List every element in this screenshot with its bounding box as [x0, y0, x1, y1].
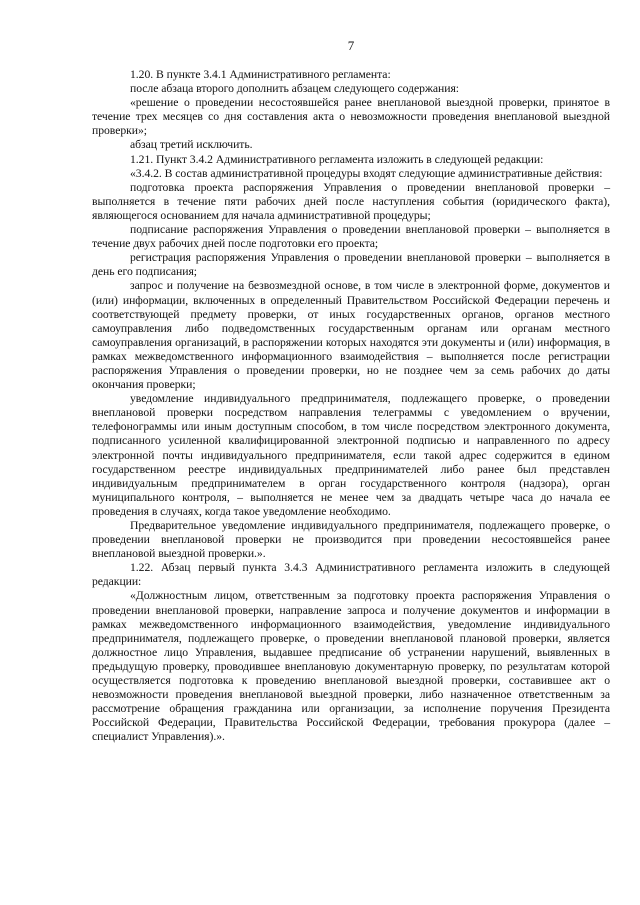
paragraph: «решение о проведении несостоявшейся ранее внеплановой выездной проверки, принятое в течение трех месяцев со дня составления акта о невозможности проведения внеплановой выездной проверки»;: [92, 96, 610, 138]
paragraph: 1.22. Абзац первый пункта 3.4.3 Административного регламента изложить в следующей редакции:: [92, 561, 610, 589]
paragraph: «3.4.2. В состав административной процедуры входят следующие административные действия:: [130, 166, 603, 180]
paragraph: подписание распоряжения Управления о проведении внеплановой проверки – выполняется в течение двух рабочих дней после подготовки его проекта;: [92, 223, 610, 251]
paragraph: абзац третий исключить.: [130, 138, 253, 152]
paragraph: 1.21. Пункт 3.4.2 Административного регламента изложить в следующей редакции:: [130, 152, 544, 166]
page-number: 7: [347, 38, 355, 53]
paragraph: после абзаца второго дополнить абзацем следующего содержания:: [130, 82, 459, 96]
paragraph: 1.20. В пункте 3.4.1 Административного регламента:: [130, 68, 391, 81]
paragraph: подготовка проекта распоряжения Управления о проведении внеплановой проверки – выполняется в течение пяти рабочих дней после наступления события (юридического факта), являющегося основанием для начала административной процедуры;: [92, 180, 610, 222]
paragraph: «Должностным лицом, ответственным за подготовку проекта распоряжения Управления о проведении внеплановой проверки, направление запроса и получение документов и информации в рамках межведомственного информационного взаимодействия, уведомление индивидуального предпринимателя, подлежащего проверке, о проведении внеплановой плановой проверки, является должностное лицо Управления, выдавшее предписание об устранении нарушений, выявленных в предыдущую проверку, проводившее внеплановую документарную проверку, по результатам которой осуществляется подготовка к проведению внеплановой выездной проверки, составившее акт о невозможности проведения внеплановой выездной проверки, либо назначенное ответственным за рассмотрение обращения гражданина или организации, за исполнение поручения Президента Российской Федерации, Правительства Российской Федерации, требования прокурора (далее – специалист Управления).».: [92, 589, 610, 744]
paragraph: регистрация распоряжения Управления о проведении внеплановой проверки – выполняется в день его подписания;: [92, 251, 610, 279]
paragraph: Предварительное уведомление индивидуального предпринимателя, подлежащего проверке, о проведении внеплановой проверки не производится при проведении несостоявшейся ранее внеплановой выездной проверки.».: [92, 519, 610, 561]
paragraph: уведомление индивидуального предпринимателя, подлежащего проверке, о проведении внеплановой проверки посредством направления телеграммы с уведомлением о вручении, телефонограммы или иным доступным способом, в том числе посредством электронного документа, подписанного усиленной квалифицированной электронной подписью и направленного по адресу электронной почты индивидуального предпринимателя, если такой адрес содержится в едином государственном реестре индивидуальных предпринимателей либо ранее был представлен индивидуальным предпринимателем в орган государственного контроля (надзора), орган муниципального контроля, – выполняется не менее чем за двадцать четыре часа до начала ее проведения в случаях, когда такое уведомление необходимо.: [92, 392, 610, 518]
paragraph: запрос и получение на безвозмездной основе, в том числе в электронной форме, документов и (или) информации, включенных в определенный Правительством Российской Федерации перечень и соответствующей предмету проверки, от иных государственных органов, органов местного самоуправления либо подведомственных государственным органам или органам местного самоуправления организаций, в распоряжении которых находятся эти документы и (или) информация, в рамках межведомственного информационного взаимодействия – выполняется после регистрации распоряжения Управления о проведении проверки, но не позднее чем за семь рабочих до даты окончания проверки;: [92, 279, 610, 392]
